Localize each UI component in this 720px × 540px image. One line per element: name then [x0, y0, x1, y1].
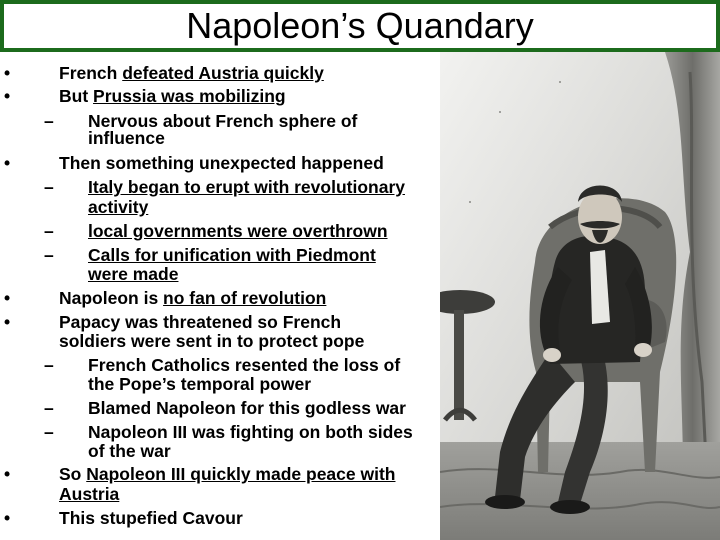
underlined-text: defeated Austria quickly	[122, 63, 324, 83]
bullet-marker: •	[4, 86, 11, 106]
underlined-text: activity	[88, 197, 149, 217]
bullet-line	[59, 63, 324, 83]
dash-marker: –	[44, 355, 54, 375]
bullet-line	[59, 312, 341, 332]
text-span: But	[59, 86, 94, 106]
slide-title: Napoleon’s Quandary	[186, 5, 534, 46]
underlined-text: were made	[88, 264, 179, 284]
text-span: soldiers were sent in to protect pope	[59, 331, 365, 351]
sub-bullet-line	[88, 197, 148, 217]
bullet-marker: •	[4, 312, 11, 332]
text-span: This stupefied Cavour	[59, 508, 243, 528]
text-span: Then something unexpected happened	[59, 153, 384, 173]
bullet-line	[59, 508, 243, 528]
title-bar	[0, 0, 720, 52]
sub-bullet-line	[88, 441, 171, 461]
bullet-line	[59, 484, 119, 504]
bullet-marker: •	[4, 153, 11, 173]
napoleon-portrait-photo	[440, 52, 720, 540]
sub-bullet-line	[88, 374, 311, 394]
sub-bullet-line	[88, 422, 413, 442]
text-span: French	[59, 63, 123, 83]
dash-marker: –	[44, 221, 54, 241]
sub-bullet-line	[88, 128, 165, 148]
underlined-text: Prussia was mobilizing	[93, 86, 286, 106]
text-span: Blamed Napoleon for this godless war	[88, 398, 406, 418]
bullet-marker: •	[4, 464, 11, 484]
text-span: of the war	[88, 441, 171, 461]
bullet-line	[59, 288, 326, 308]
underlined-text: Italy began to erupt with revolutionary	[88, 177, 405, 197]
sub-bullet-line	[88, 355, 400, 375]
bullet-line	[59, 86, 286, 106]
text-span: Papacy was threatened so French	[59, 312, 342, 332]
bullet-marker: •	[4, 288, 11, 308]
text-span: influence	[88, 128, 165, 148]
underlined-text: Austria	[59, 484, 120, 504]
underlined-text: no fan of revolution	[163, 288, 327, 308]
portrait-image	[440, 52, 720, 540]
sub-bullet-line	[88, 221, 388, 241]
bullet-line	[59, 331, 364, 351]
text-span: Napoleon is	[59, 288, 164, 308]
dash-marker: –	[44, 245, 54, 265]
underlined-text: Calls for unification with Piedmont	[88, 245, 376, 265]
bullet-marker: •	[4, 508, 11, 528]
bullet-line	[59, 464, 395, 484]
text-span: So	[59, 464, 87, 484]
sub-bullet-line	[88, 264, 178, 284]
underlined-text: local governments were overthrown	[88, 221, 388, 241]
text-span: Nervous about French sphere of	[88, 111, 358, 131]
text-span: the Pope’s temporal power	[88, 374, 312, 394]
underlined-text: Napoleon III quickly made peace with	[86, 464, 396, 484]
sub-bullet-line	[88, 398, 406, 418]
bullet-marker: •	[4, 63, 11, 83]
dash-marker: –	[44, 422, 54, 442]
dash-marker: –	[44, 398, 54, 418]
text-span: Napoleon III was fighting on both sides	[88, 422, 413, 442]
sub-bullet-line	[88, 177, 405, 197]
dash-marker: –	[44, 111, 54, 131]
sub-bullet-line	[88, 245, 376, 265]
text-span: French Catholics resented the loss of	[88, 355, 401, 375]
bullet-line	[59, 153, 384, 173]
dash-marker: –	[44, 177, 54, 197]
